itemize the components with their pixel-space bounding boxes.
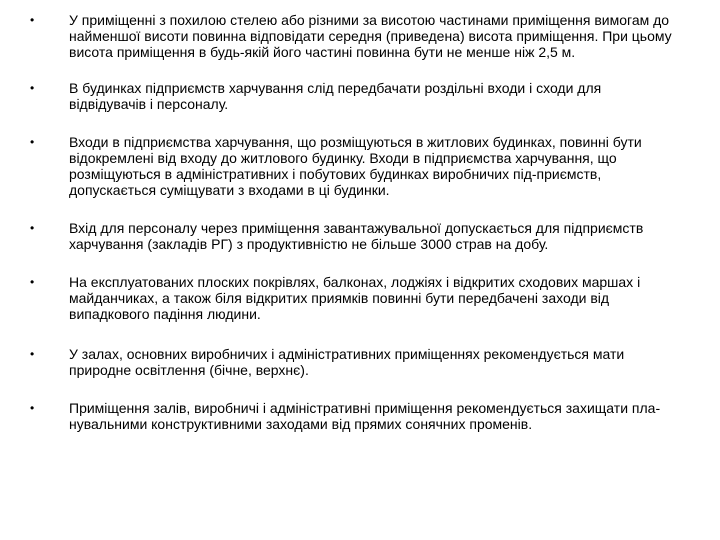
list-item [30, 400, 680, 432]
bullet-icon: • [30, 81, 35, 95]
list-item-text: Входи в підприємства харчування, що розміщуються в житлових будинках, повинні бути відокремлені від входу до житлового будинку. Входи в підприємства харчування, що розміщуються в адміністративних і побутових будинках виробничих під-приємств, допускається суміщувати з входами в ці будинки. [69, 134, 642, 198]
bullet-icon: • [30, 275, 35, 289]
list-item [30, 134, 680, 198]
list-item-text: У залах, основних виробничих і адміністративних приміщеннях рекомендується мати природне освітлення (бічне, верхнє). [69, 346, 625, 378]
bullet-icon: • [30, 347, 35, 361]
bullet-icon: • [30, 401, 35, 415]
list-item [30, 220, 680, 252]
list-item-text: В будинках підприємств харчування слід передбачати роздільні входи і сходи для відвідувачів і персоналу. [69, 80, 602, 112]
list-item [30, 346, 680, 378]
list-item-text: Вхід для персоналу через приміщення завантажувальної допускається для підприємств харчування (закладів РГ) з продуктивністю не більше 3000 страв на добу. [69, 220, 644, 252]
bullet-icon: • [30, 13, 35, 27]
list-item [30, 80, 680, 112]
list-item-text: У приміщенні з похилою стелею або різними за висотою частинами приміщення вимогам до найменшої висоти повинна відповідати середня (приведена) висота приміщення. При цьому висота приміщення в будь-якій його частині повинна бути не менше ніж 2,5 м. [69, 12, 672, 60]
list-item [30, 274, 680, 322]
bullet-icon: • [30, 221, 35, 235]
list-item [30, 12, 680, 60]
bullet-list [30, 12, 680, 432]
bullet-icon: • [30, 135, 35, 149]
list-item-text: На експлуатованих плоских покрівлях, балконах, лоджіях і відкритих сходових маршах і майданчиках, а також біля відкритих приямків повинні бути передбачені заходи від випадкового падіння людини. [69, 274, 641, 322]
list-item-text: Приміщення залів, виробничі і адміністративні приміщення рекомендується захищати пла-нувальними конструктивними заходами від прямих сонячних променів. [69, 400, 661, 432]
